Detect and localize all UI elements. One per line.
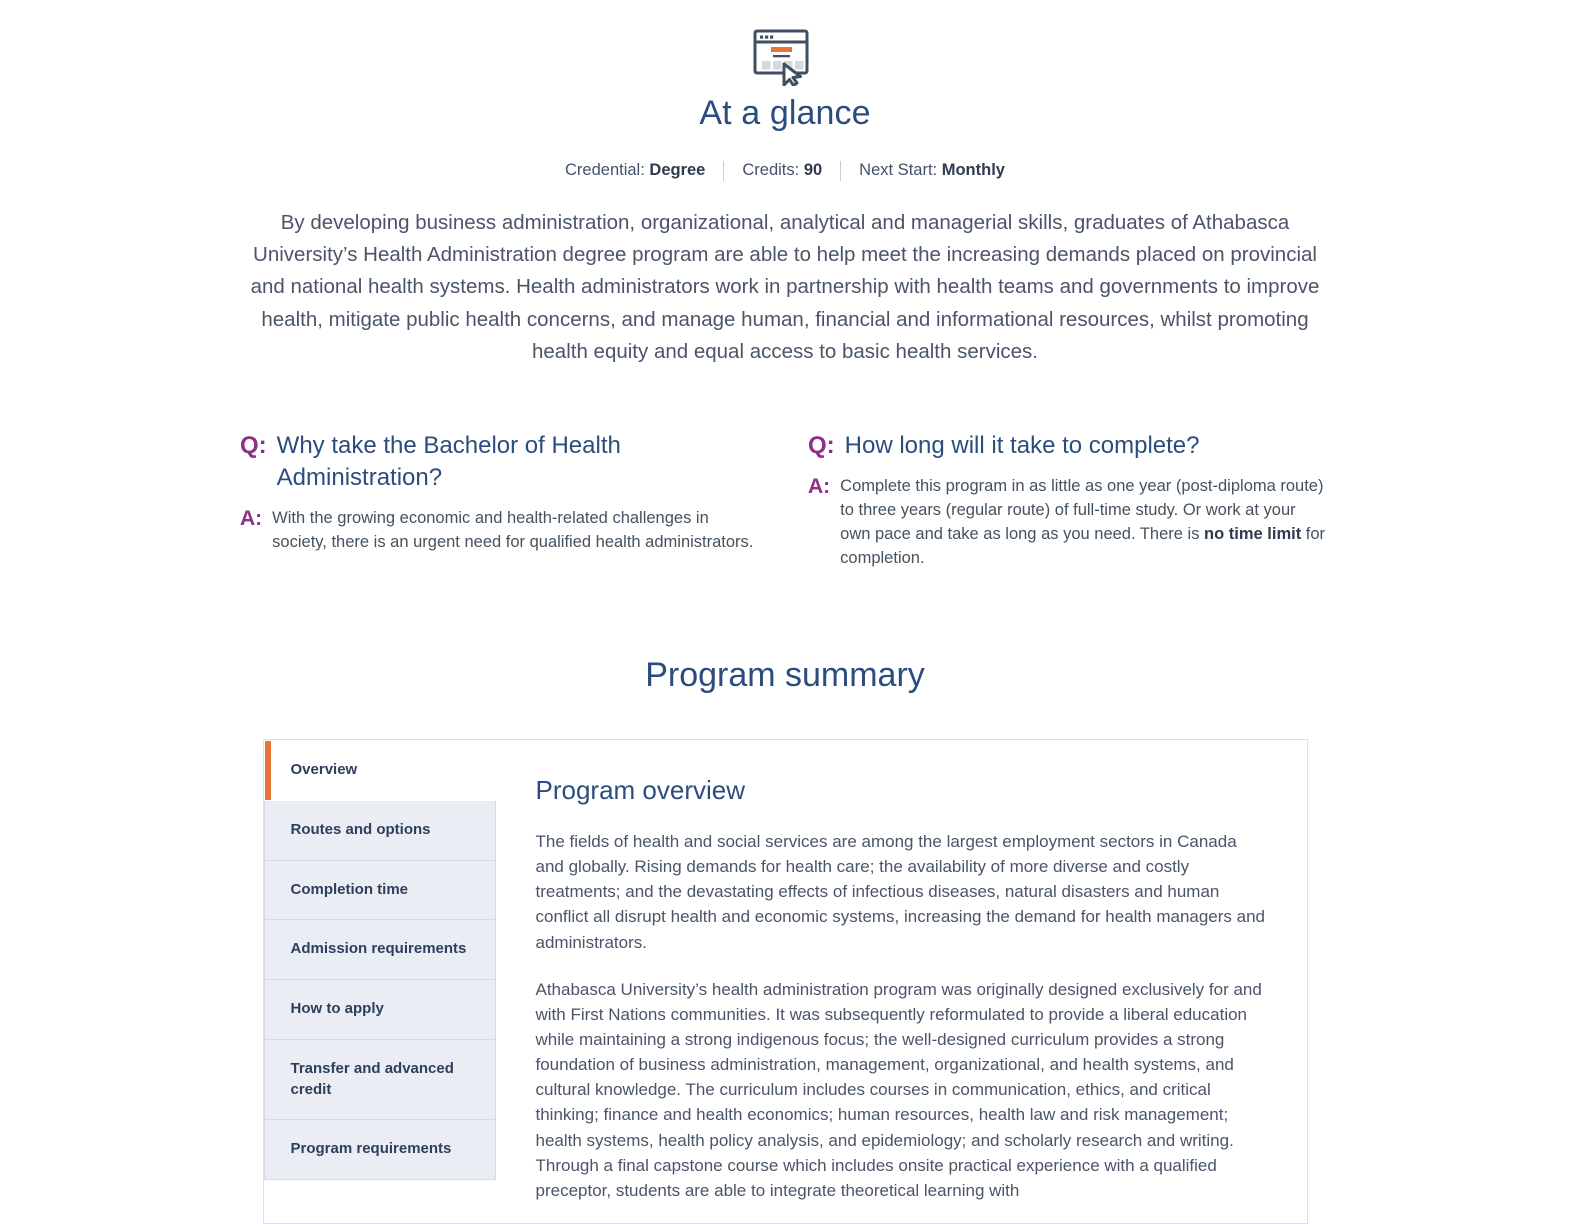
tab-panel-title: Program overview — [535, 775, 746, 806]
faq-question-row — [240, 430, 762, 494]
page-title: At a glance — [699, 94, 871, 132]
faq-answer-row — [240, 506, 762, 554]
glance-meta-row — [0, 161, 1570, 181]
tab-label: Transfer and advanced credit — [290, 1059, 454, 1098]
tab-label: Overview — [290, 761, 358, 779]
faq-answer-part2: for completion. — [840, 525, 1326, 568]
tab-program-requirements[interactable] — [264, 1120, 496, 1180]
tab-label: Program requirements — [290, 1140, 452, 1158]
meta-next-start-value: Monthly — [941, 161, 1005, 179]
faq-question-text: How long will it take to complete? — [844, 432, 1200, 460]
program-summary-title: Program summary — [645, 656, 925, 695]
faq-answer-text — [840, 474, 1330, 570]
tab-label: How to apply — [290, 1000, 384, 1018]
faq-answer-text: With the growing economic and health-related challenges in society, there is an urgent need for qualified health administrators. — [272, 509, 754, 552]
program-summary-tab-list — [264, 740, 496, 1223]
faq-question-row — [808, 430, 1330, 462]
tab-panel-paragraph: Athabasca University’s health administration program was originally designed exclusively for and with First Nations communities. It was subsequently reformulated to provide a liberal education while maintaining a strong indigenous focus; the well-designed curriculum provides a strong foundation of business administration, management, organizational, and health systems, and cultural knowledge. The curriculum includes courses in communication, ethics, and critical thinking; finance and health economics; human resources, health law and risk management; health systems, health policy analysis, and epidemiology; and scholarly research and writing. Through a final capstone course which includes onsite practical experience with a qualified preceptor, students are able to integrate theoretical learning with — [535, 979, 1262, 1200]
meta-credits-value: 90 — [803, 161, 823, 179]
faq-answer-row — [808, 474, 1330, 570]
browser-window-cursor-icon — [752, 28, 818, 86]
tab-transfer-and-advanced-credit[interactable] — [264, 1040, 496, 1120]
question-marker: Q: — [240, 432, 267, 460]
meta-credential-label: Credential: — [565, 161, 645, 179]
program-summary-panel — [263, 739, 1308, 1224]
tab-label: Completion time — [290, 880, 409, 898]
tab-how-to-apply[interactable] — [264, 980, 496, 1040]
tab-label: Admission requirements — [290, 940, 467, 958]
tab-panel-overview — [496, 740, 1307, 1223]
at-a-glance-section — [0, 0, 1570, 368]
tab-label: Routes and options — [290, 821, 431, 839]
tab-overview[interactable] — [264, 740, 496, 801]
tab-panel-paragraph: The fields of health and social services are among the largest employment sectors in Canada and globally. Rising demands for health care; the availability of more diverse and costly treatments; and the devastating effects of infectious diseases, natural disasters and human conflict all disrupt health and economic systems, increasing the demand for health managers and administrators. — [535, 831, 1266, 952]
faq-answer-part1: Complete this program in as little as one year (post-diploma route) to three years (regular route) of full-time study. Or work at your own pace and take as long as you need. There is — [840, 477, 1324, 544]
faq-question-text: Why take the Bachelor of Health Administration? — [276, 432, 621, 492]
faq-section — [240, 430, 1330, 570]
tab-completion-time[interactable] — [264, 861, 496, 921]
meta-next-start-label: Next Start: — [859, 161, 938, 179]
meta-next-start — [841, 161, 1023, 180]
meta-credential — [547, 161, 723, 180]
program-description: By developing business administration, organizational, analytical and managerial skills, graduates of Athabasca University’s Health Administration degree program are able to help meet the increasing demands placed on provincial and national health systems. Health administrators work in partnership with health teams and governments to improve health, mitigate public health concerns, and manage human, financial and informational resources, whilst promoting health equity and equal access to basic health services. — [250, 210, 1320, 363]
meta-credential-value: Degree — [649, 161, 706, 179]
tab-admission-requirements[interactable] — [264, 920, 496, 980]
faq-answer-emphasis: no time limit — [1204, 525, 1302, 544]
meta-credits-label: Credits: — [742, 161, 800, 179]
tab-routes-and-options[interactable] — [264, 801, 496, 861]
answer-marker: A: — [808, 475, 831, 499]
answer-marker: A: — [240, 507, 263, 531]
question-marker: Q: — [808, 432, 835, 460]
meta-credits — [724, 161, 840, 180]
faq-item-2 — [808, 430, 1330, 570]
faq-item-1 — [240, 430, 762, 570]
